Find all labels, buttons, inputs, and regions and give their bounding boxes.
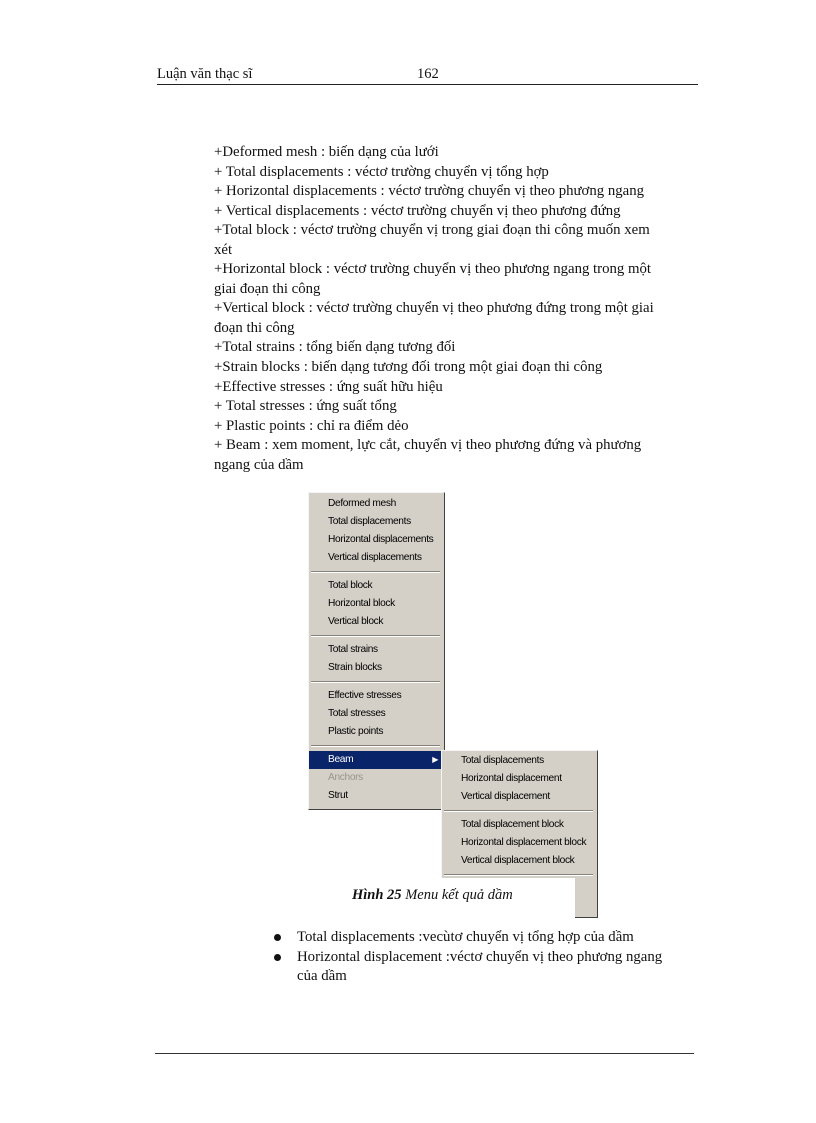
text-line: giai đoạn thi công	[214, 280, 321, 297]
menu-item-anchors: Anchors	[328, 772, 363, 783]
text-line: + Plastic points : chỉ ra điểm dẻo	[214, 417, 409, 434]
text-line: + Horizontal displacements : véctơ trường chuyển vị theo phương ngang	[214, 183, 645, 200]
menu-item-plastic-points[interactable]: Plastic points	[328, 726, 384, 737]
menu-item-total-displacements[interactable]: Total displacements	[328, 516, 411, 527]
text-line: ngang của dầm	[214, 456, 304, 473]
menu-item-total-strains[interactable]: Total strains	[328, 644, 378, 655]
bullet-text: Total displacements :vecùtơ chuyển vị tổng hợp của dầm	[297, 929, 634, 945]
caption-label: Hình 25	[352, 887, 402, 903]
bullet-dot-icon	[274, 954, 281, 961]
menu-item-horizontal-displacements[interactable]: Horizontal displacements	[328, 534, 434, 545]
text-line: +Strain blocks : biến dạng tương đối trong một giai đoạn thi công	[214, 359, 603, 376]
body-text	[214, 143, 694, 475]
menu-separator	[311, 635, 440, 637]
results-menu	[308, 492, 445, 810]
menu-item-effective-stresses[interactable]: Effective stresses	[328, 690, 402, 701]
page-header	[157, 66, 698, 85]
submenu-item-vertical-displacement[interactable]: Vertical displacement	[461, 791, 550, 802]
list-item	[270, 928, 690, 948]
menu-item-strain-blocks[interactable]: Strain blocks	[328, 662, 382, 673]
page-number: 162	[417, 66, 439, 82]
text-line: + Vertical displacements : véctơ trường chuyển vị theo phương đứng	[214, 202, 621, 219]
bullet-text: Horizontal displacement :véctơ chuyển vị theo phương ngang	[297, 948, 663, 965]
bullet-list	[270, 928, 690, 987]
caption-text: Menu kết quả dầm	[401, 887, 513, 903]
text-line: xét	[214, 241, 233, 258]
text-line: +Deformed mesh : biến dạng của lưới	[214, 144, 439, 160]
submenu-item-horizontal-displacement[interactable]: Horizontal displacement	[461, 773, 562, 784]
menu-separator	[311, 745, 440, 747]
menu-separator	[311, 681, 440, 683]
header-title: Luận văn thạc sĩ	[157, 66, 253, 82]
text-line: +Total block : véctơ trường chuyển vị trong giai đoạn thi công muốn xem	[214, 222, 650, 239]
menu-item-horizontal-block[interactable]: Horizontal block	[328, 598, 395, 609]
footer-rule	[155, 1053, 694, 1054]
text-line: +Horizontal block : véctơ trường chuyển vị theo phương ngang trong một	[214, 261, 652, 278]
figure-caption	[352, 887, 513, 904]
text-line: + Total stresses : ứng suất tổng	[214, 398, 397, 415]
menu-item-vertical-block[interactable]: Vertical block	[328, 616, 384, 627]
submenu-item-horizontal-displacement-block[interactable]: Horizontal displacement block	[461, 837, 587, 848]
menu-item-total-stresses[interactable]: Total stresses	[328, 708, 386, 719]
submenu-item-total-displacements[interactable]: Total displacements	[461, 755, 544, 766]
menu-item-vertical-displacements[interactable]: Vertical displacements	[328, 552, 422, 563]
menu-item-deformed-mesh[interactable]: Deformed mesh	[328, 498, 396, 509]
menu-item-strut[interactable]: Strut	[328, 790, 348, 801]
menu-separator	[311, 571, 440, 573]
menu-item-total-block[interactable]: Total block	[328, 580, 373, 591]
menu-item-label: Beam	[328, 754, 354, 765]
text-line: + Total displacements : véctơ trường chuyển vị tổng hợp	[214, 163, 549, 180]
text-line: đoạn thi công	[214, 319, 295, 336]
text-line: + Beam : xem moment, lực cắt, chuyển vị theo phương đứng và phương	[214, 437, 642, 454]
menu-item-beam[interactable]	[309, 751, 442, 769]
text-line: +Total strains : tổng biến dạng tương đối	[214, 339, 456, 356]
submenu-arrow-icon: ▶	[432, 755, 438, 764]
bullet-text: của dầm	[297, 968, 347, 985]
menu-separator	[444, 810, 593, 812]
bullet-dot-icon	[274, 934, 281, 941]
text-line: +Vertical block : véctơ trường chuyển vị theo phương đứng trong một giai	[214, 300, 654, 317]
list-item	[270, 948, 690, 987]
text-line: +Effective stresses : ứng suất hữu hiệu	[214, 378, 443, 395]
menu-separator	[444, 874, 593, 876]
submenu-item-total-displacement-block[interactable]: Total displacement block	[461, 819, 564, 830]
submenu-item-vertical-displacement-block[interactable]: Vertical displacement block	[461, 855, 575, 866]
